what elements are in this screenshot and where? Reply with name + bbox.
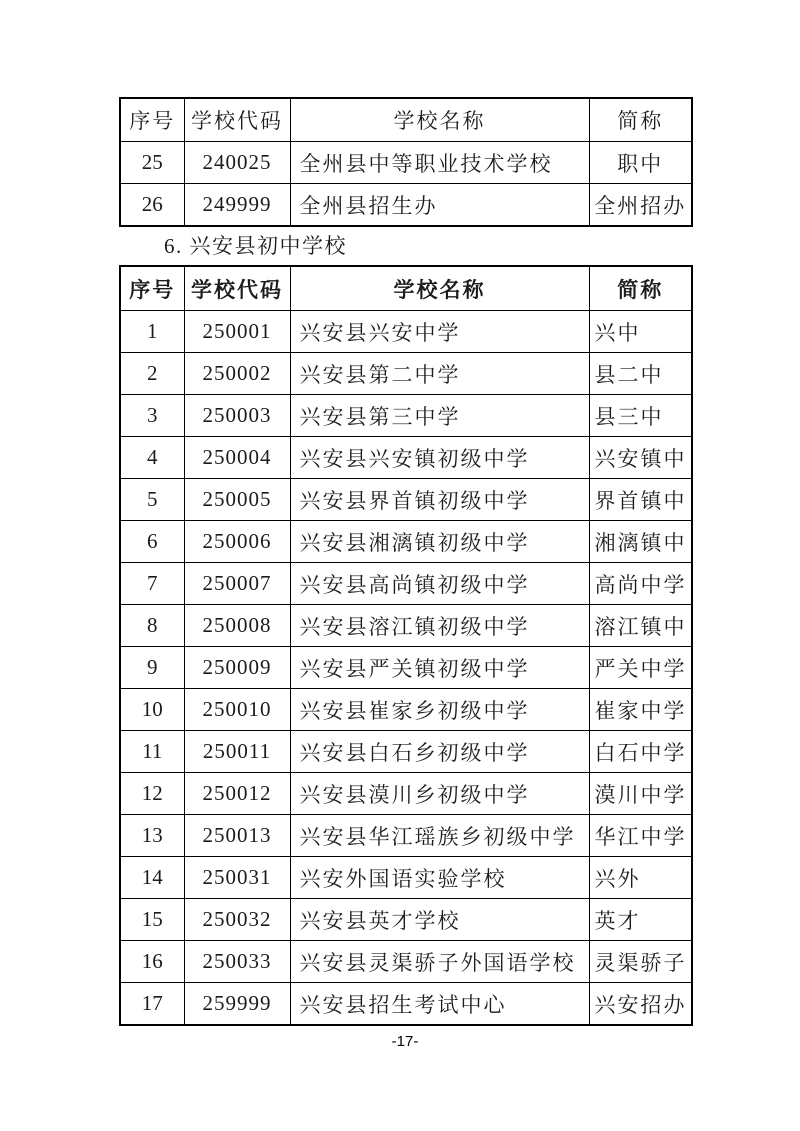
cell-school-code: 250032	[184, 899, 290, 941]
cell-school-code: 250009	[184, 647, 290, 689]
table-row	[120, 521, 692, 563]
cell-school-name: 兴安县严关镇初级中学	[290, 647, 589, 689]
table-row	[120, 142, 692, 184]
cell-school-name: 兴安县兴安中学	[290, 311, 589, 353]
cell-serial-number: 5	[120, 479, 184, 521]
cell-school-code: 250004	[184, 437, 290, 479]
cell-school-code: 250008	[184, 605, 290, 647]
cell-abbreviation: 全州招办	[589, 184, 692, 227]
cell-school-code: 250005	[184, 479, 290, 521]
cell-school-code: 250031	[184, 857, 290, 899]
table-row	[120, 983, 692, 1026]
cell-school-name: 兴安外国语实验学校	[290, 857, 589, 899]
cell-school-name: 兴安县溶江镇初级中学	[290, 605, 589, 647]
cell-school-code: 250007	[184, 563, 290, 605]
cell-serial-number: 17	[120, 983, 184, 1026]
cell-school-name: 兴安县白石乡初级中学	[290, 731, 589, 773]
table-row	[120, 647, 692, 689]
cell-school-code: 250003	[184, 395, 290, 437]
cell-serial-number: 11	[120, 731, 184, 773]
cell-abbreviation: 湘漓镇中	[589, 521, 692, 563]
table-row	[120, 605, 692, 647]
cell-serial-number: 9	[120, 647, 184, 689]
cell-school-code: 250011	[184, 731, 290, 773]
cell-abbreviation: 职中	[589, 142, 692, 184]
cell-school-name: 兴安县英才学校	[290, 899, 589, 941]
cell-school-name: 兴安县高尚镇初级中学	[290, 563, 589, 605]
cell-school-code: 250012	[184, 773, 290, 815]
table-row	[120, 941, 692, 983]
cell-abbreviation: 高尚中学	[589, 563, 692, 605]
table-row	[120, 563, 692, 605]
table-row	[120, 184, 692, 227]
cell-school-name: 全州县中等职业技术学校	[290, 142, 589, 184]
col-header-abbreviation: 简称	[589, 98, 692, 142]
col-header-serial-number: 序号	[120, 98, 184, 142]
table-row	[120, 899, 692, 941]
cell-school-code: 250010	[184, 689, 290, 731]
cell-school-name: 兴安县漠川乡初级中学	[290, 773, 589, 815]
table-row	[120, 437, 692, 479]
cell-serial-number: 25	[120, 142, 184, 184]
cell-abbreviation: 崔家中学	[589, 689, 692, 731]
cell-abbreviation: 县三中	[589, 395, 692, 437]
cell-school-code: 249999	[184, 184, 290, 227]
cell-school-name: 兴安县第二中学	[290, 353, 589, 395]
table-row	[120, 479, 692, 521]
cell-school-name: 兴安县招生考试中心	[290, 983, 589, 1026]
cell-school-name: 全州县招生办	[290, 184, 589, 227]
cell-serial-number: 2	[120, 353, 184, 395]
cell-school-name: 兴安县灵渠骄子外国语学校	[290, 941, 589, 983]
page-content	[119, 97, 693, 1050]
cell-serial-number: 16	[120, 941, 184, 983]
table-row	[120, 815, 692, 857]
header-row	[120, 266, 692, 311]
cell-serial-number: 8	[120, 605, 184, 647]
cell-school-name: 兴安县崔家乡初级中学	[290, 689, 589, 731]
col-header-school-name: 学校名称	[290, 266, 589, 311]
cell-abbreviation: 白石中学	[589, 731, 692, 773]
cell-abbreviation: 兴中	[589, 311, 692, 353]
table-row	[120, 353, 692, 395]
cell-serial-number: 10	[120, 689, 184, 731]
cell-serial-number: 15	[120, 899, 184, 941]
col-header-serial-number: 序号	[120, 266, 184, 311]
cell-serial-number: 4	[120, 437, 184, 479]
table-row	[120, 731, 692, 773]
col-header-school-name: 学校名称	[290, 98, 589, 142]
section-heading: 6. 兴安县初中学校	[164, 234, 347, 258]
cell-serial-number: 12	[120, 773, 184, 815]
cell-school-code: 259999	[184, 983, 290, 1026]
cell-abbreviation: 兴安镇中	[589, 437, 692, 479]
page-number: -17-	[391, 1033, 419, 1050]
cell-school-code: 250006	[184, 521, 290, 563]
cell-school-name: 兴安县第三中学	[290, 395, 589, 437]
header-row	[120, 98, 692, 142]
cell-serial-number: 13	[120, 815, 184, 857]
cell-serial-number: 26	[120, 184, 184, 227]
cell-school-code: 250033	[184, 941, 290, 983]
cell-abbreviation: 县二中	[589, 353, 692, 395]
table-row	[120, 857, 692, 899]
cell-abbreviation: 兴安招办	[589, 983, 692, 1026]
col-header-abbreviation: 简称	[589, 266, 692, 311]
cell-abbreviation: 英才	[589, 899, 692, 941]
cell-serial-number: 3	[120, 395, 184, 437]
cell-abbreviation: 华江中学	[589, 815, 692, 857]
cell-serial-number: 1	[120, 311, 184, 353]
cell-school-name: 兴安县湘漓镇初级中学	[290, 521, 589, 563]
table-row	[120, 311, 692, 353]
cell-serial-number: 6	[120, 521, 184, 563]
table-row	[120, 773, 692, 815]
cell-abbreviation: 漠川中学	[589, 773, 692, 815]
table-row	[120, 689, 692, 731]
table-row	[120, 395, 692, 437]
col-header-school-code: 学校代码	[184, 266, 290, 311]
cell-school-code: 250013	[184, 815, 290, 857]
cell-school-name: 兴安县华江瑶族乡初级中学	[290, 815, 589, 857]
cell-serial-number: 14	[120, 857, 184, 899]
cell-abbreviation: 兴外	[589, 857, 692, 899]
cell-school-code: 240025	[184, 142, 290, 184]
cell-abbreviation: 严关中学	[589, 647, 692, 689]
cell-school-code: 250002	[184, 353, 290, 395]
cell-abbreviation: 界首镇中	[589, 479, 692, 521]
school-table-quanzhou-continued	[119, 97, 693, 227]
col-header-school-code: 学校代码	[184, 98, 290, 142]
cell-abbreviation: 溶江镇中	[589, 605, 692, 647]
school-table-xingan-junior	[119, 265, 693, 1026]
cell-school-name: 兴安县界首镇初级中学	[290, 479, 589, 521]
cell-school-name: 兴安县兴安镇初级中学	[290, 437, 589, 479]
cell-abbreviation: 灵渠骄子	[589, 941, 692, 983]
cell-school-code: 250001	[184, 311, 290, 353]
cell-serial-number: 7	[120, 563, 184, 605]
